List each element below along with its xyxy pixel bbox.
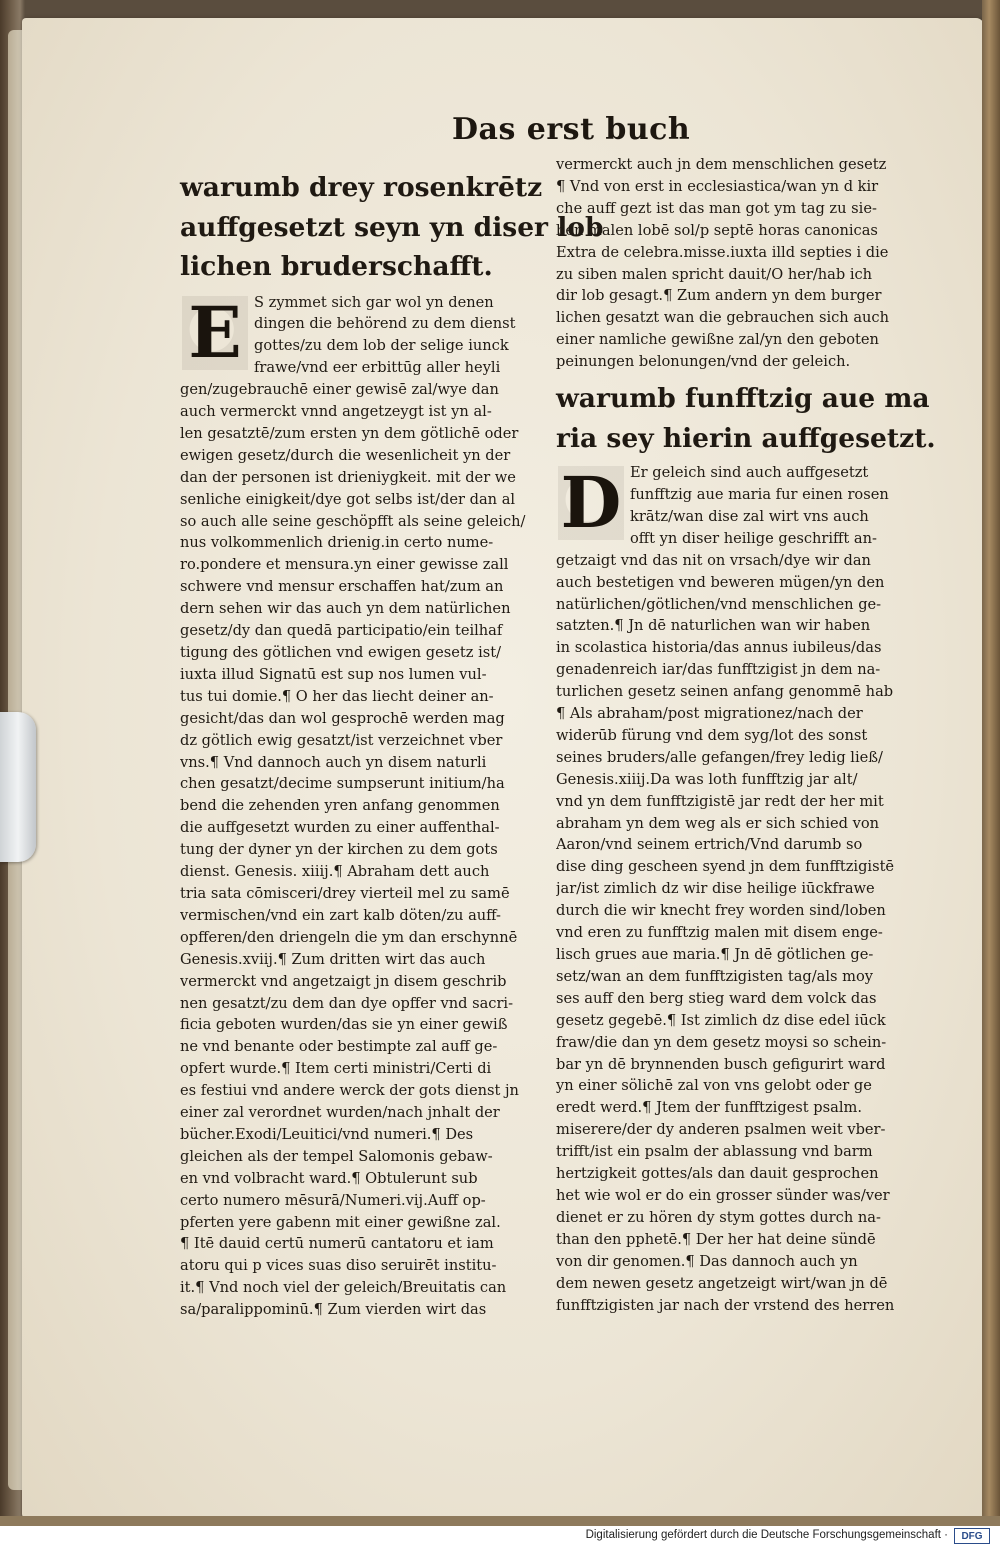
text-line: nen gesatzt/zu dem dan dye opffer vnd sacri- <box>180 994 514 1012</box>
text-line: die auffgesetzt wurden zu einer auffenthal- <box>180 819 500 837</box>
page-clip <box>0 712 36 862</box>
text-line: gottes/zu dem lob der selige iunck <box>254 337 509 355</box>
text-line: ¶ Als abraham/post migrationez/nach der <box>556 705 863 723</box>
text-line: setz/wan an dem funfftzigisten tag/als moy <box>556 967 874 985</box>
text-line: ¶ Vnd von erst in ecclesiastica/wan yn d kir <box>556 177 879 195</box>
text-line: Genesis.xviij.¶ Zum dritten wirt das auch <box>180 950 486 968</box>
book-edge-bottom <box>0 1516 1000 1526</box>
text-line: dienet er zu hören dy stym gottes durch na- <box>556 1208 881 1226</box>
left-body-text <box>180 379 542 1321</box>
footer-credit: Digitalisierung gefördert durch die Deutsche Forschungsgemeinschaft · <box>585 1529 948 1541</box>
text-line: eredt werd.¶ Jtem der funfftzigest psalm. <box>556 1099 862 1117</box>
text-line: auch bestetigen vnd beweren mügen/yn den <box>556 573 885 591</box>
text-line: len gesatztē/zum ersten yn dem götlichē oder <box>180 424 519 442</box>
text-line: turlichen gesetz seinen anfang genommē hab <box>556 683 894 701</box>
text-line: dern sehen wir das auch yn dem natürlichen <box>180 600 511 618</box>
text-line: yn einer sölichē zal von vns gelobt oder ge <box>556 1077 872 1095</box>
text-line: sa/paralippominū.¶ Zum vierden wirt das <box>180 1301 487 1319</box>
text-line: hertzigkeit gottes/als dan dauit gesprochen <box>556 1165 879 1183</box>
text-line: genadenreich iar/das funfftzigist jn dem na- <box>556 661 881 679</box>
text-line: gesetz/dy dan quedā participatio/ein teilhaf <box>180 622 503 640</box>
text-line: schwere vnd mensur erschaffen hat/zum an <box>180 578 504 596</box>
decorated-initial: D <box>558 466 624 540</box>
text-line: es festiui vnd andere werck der gots dienst jn <box>180 1082 519 1100</box>
text-line: lichen gesatzt wan die gebrauchen sich auch <box>556 309 890 327</box>
text-line: durch die wir knecht frey worden sind/loben <box>556 902 886 920</box>
text-line: satzten.¶ Jn dē naturlichen wan wir haben <box>556 617 871 635</box>
text-line: het wie wol er do ein grosser sünder was/ver <box>556 1186 890 1204</box>
text-line: bar yn dē brynnenden busch gefigurirt ward <box>556 1055 886 1073</box>
running-head: Das erst buch <box>452 112 691 147</box>
text-line: seines bruders/alle gefangen/frey ledig ließ/ <box>556 748 883 766</box>
text-line: gen/zugebrauchē einer gewisē zal/wye dan <box>180 381 499 399</box>
text-line: miserere/der dy anderen psalmen weit vber- <box>556 1121 886 1139</box>
text-line: gleichen als der tempel Salomonis gebaw- <box>180 1147 493 1165</box>
text-line: abraham yn dem weg als er sich schied von <box>556 814 880 832</box>
text-line: natürlichen/götlichen/vnd menschlichen ge- <box>556 595 882 613</box>
text-line: che auff gezt ist das man got ym tag zu sie- <box>556 199 877 217</box>
text-line: tria sata cōmisceri/drey vierteil mel zu samē <box>180 884 510 902</box>
text-line: dir lob gesagt.¶ Zum andern yn dem burger <box>556 287 882 305</box>
text-line: tus tui domie.¶ O her das liecht deiner an- <box>180 687 494 705</box>
text-line: ¶ Itē dauid certū numerū cantatoru et iam <box>180 1235 494 1253</box>
text-line: dienst. Genesis. xiiij.¶ Abraham dett auch <box>180 863 490 881</box>
left-column <box>180 168 604 1321</box>
text-line: vermerckt vnd angetzaigt jn disem geschrib <box>180 972 507 990</box>
text-line: vns.¶ Vnd dannoch auch yn disem naturli <box>180 753 487 771</box>
text-line: chen gesatzt/decime sumpserunt initium/ha <box>180 775 505 793</box>
text-line: Extra de celebra.misse.iuxta illd septies i die <box>556 243 889 261</box>
decorated-initial: E <box>182 296 248 370</box>
text-line: certo numero mēsurā/Numeri.vij.Auff op- <box>180 1191 486 1209</box>
text-line: vermischen/vnd ein zart kalb döten/zu auff- <box>180 906 501 924</box>
text-line: ro.pondere et mensura.yn einer gewisse zall <box>180 556 509 574</box>
text-line: dem newen gesetz angetzeigt wirt/wan jn dē <box>556 1274 888 1292</box>
text-line: tung der dyner yn der kirchen zu dem gots <box>180 841 498 859</box>
text-line: senliche einigkeit/dye got selbs ist/der dan al <box>180 490 516 508</box>
heading-line: lichen bruderschafft. <box>180 251 493 282</box>
text-line: Aaron/vnd seinem ertrich/Vnd darumb so <box>556 836 863 854</box>
text-line: trifft/ist ein psalm der ablassung vnd barm <box>556 1143 873 1161</box>
text-line: gesetz gegebē.¶ Ist zimlich dz dise edel iūck <box>556 1011 886 1029</box>
text-line: dan der personen ist drieniygkeit. mit der we <box>180 468 516 486</box>
heading-line: ria sey hierin auffgesetzt. <box>556 422 936 454</box>
text-line: krātz/wan dise zal wirt vns auch <box>630 507 869 525</box>
text-line: vnd yn dem funfftzigistē jar redt der her mit <box>556 792 884 810</box>
text-line: ben malen lobē sol/p septē horas canonicas <box>556 221 878 239</box>
text-line: funfftzigisten jar nach der vrstend des herren <box>556 1296 895 1314</box>
text-line: ne vnd benante oder bestimpte zal auff ge- <box>180 1038 498 1056</box>
text-line: frawe/vnd eer erbittūg aller heyli <box>254 359 501 377</box>
text-line: S zymmet sich gar wol yn denen <box>254 293 494 311</box>
text-line: opfert wurde.¶ Item certi ministri/Certi di <box>180 1060 492 1078</box>
text-line: ficia geboten wurden/das sie yn einer gewiß <box>180 1016 508 1034</box>
text-line: dz götlich ewig gesatzt/ist verzeichnet vber <box>180 731 503 749</box>
book-edge-right <box>982 0 1000 1526</box>
text-line: Er geleich sind auch auffgesetzt <box>630 464 869 482</box>
right-body-text <box>556 550 908 1317</box>
right-column <box>556 154 936 1316</box>
heading-line: warumb funfftzig aue ma <box>556 383 930 415</box>
right-top-text <box>556 154 908 373</box>
footer-bar <box>0 1526 1000 1547</box>
text-line: so auch alle seine geschöpfft als seine geleich/ <box>180 512 526 530</box>
right-heading <box>556 379 936 458</box>
text-line: fraw/die dan yn dem gesetz moysi so schein- <box>556 1033 887 1051</box>
text-line: atoru qui p vices suas diso seruirēt institu- <box>180 1257 497 1275</box>
text-line: bend die zehenden yren anfang genommen <box>180 797 500 815</box>
text-line: vnd eren zu funfftzig malen mit disem enge- <box>556 924 883 942</box>
text-line: Genesis.xiiij.Da was loth funfftzig jar alt/ <box>556 770 858 788</box>
text-line: gesicht/das dan wol gesprochē werden mag <box>180 709 505 727</box>
text-line: funfftzig aue maria fur einen rosen <box>630 485 889 503</box>
left-initial-block <box>180 292 542 380</box>
text-line: widerūb fürung vnd dem syg/lot des sonst <box>556 726 868 744</box>
text-line: ewigen gesetz/durch die wesenlicheit yn der <box>180 446 511 464</box>
text-line: dise ding gescheen syend jn dem funfftzigistē <box>556 858 895 876</box>
text-line: pferten yere gabenn mit einer gewißne zal. <box>180 1213 501 1231</box>
text-line: nus volkommenlich drienig.in certo nume- <box>180 534 494 552</box>
left-heading <box>180 168 604 287</box>
text-line: getzaigt vnd das nit on vrsach/dye wir dan <box>556 551 871 569</box>
text-line: it.¶ Vnd noch viel der geleich/Breuitatis can <box>180 1279 507 1297</box>
text-line: zu siben malen spricht dauit/O her/hab ich <box>556 265 873 283</box>
text-line: jar/ist zimlich dz wir dise heilige iūckfrawe <box>556 880 875 898</box>
text-line: in scolastica historia/das annus iubileus/das <box>556 639 882 657</box>
heading-line: warumb drey rosenkrētz <box>180 172 543 203</box>
heading-line: auffgesetzt seyn yn diser lob <box>180 211 604 243</box>
text-line: lisch grues aue maria.¶ Jn dē götlichen ge- <box>556 946 874 963</box>
text-line: ses auff den berg stieg ward dem volck das <box>556 989 877 1007</box>
text-line: einer namliche gewißne zal/yn den geboten <box>556 331 879 349</box>
text-line: von dir genomen.¶ Das dannoch auch yn <box>556 1252 858 1270</box>
text-line: peinungen belonungen/vnd der geleich. <box>556 353 851 371</box>
text-line: einer zal verordnet wurden/nach jnhalt der <box>180 1104 500 1122</box>
text-line: tigung des götlichen vnd ewigen gesetz ist/ <box>180 644 502 661</box>
right-initial-block <box>556 462 908 550</box>
text-line: auch vermerckt vnnd angetzeygt ist yn al- <box>180 403 492 421</box>
text-line: vermerckt auch jn dem menschlichen gesetz <box>556 156 887 173</box>
text-line: en vnd volbracht ward.¶ Obtulerunt sub <box>180 1169 478 1187</box>
text-line: bücher.Exodi/Leuitici/vnd numeri.¶ Des <box>180 1125 474 1143</box>
text-line: dingen die behörend zu dem dienst <box>254 315 516 333</box>
text-line: than den pphetē.¶ Der her hat deine sündē <box>556 1230 876 1248</box>
dfg-logo: DFG <box>954 1528 990 1544</box>
text-line: offt yn diser heilige geschrifft an- <box>630 529 877 547</box>
text-line: iuxta illud Signatū est sup nos lumen vul- <box>180 665 487 683</box>
text-line: opfferen/den driengeln die ym dan erschynnē <box>180 928 518 946</box>
